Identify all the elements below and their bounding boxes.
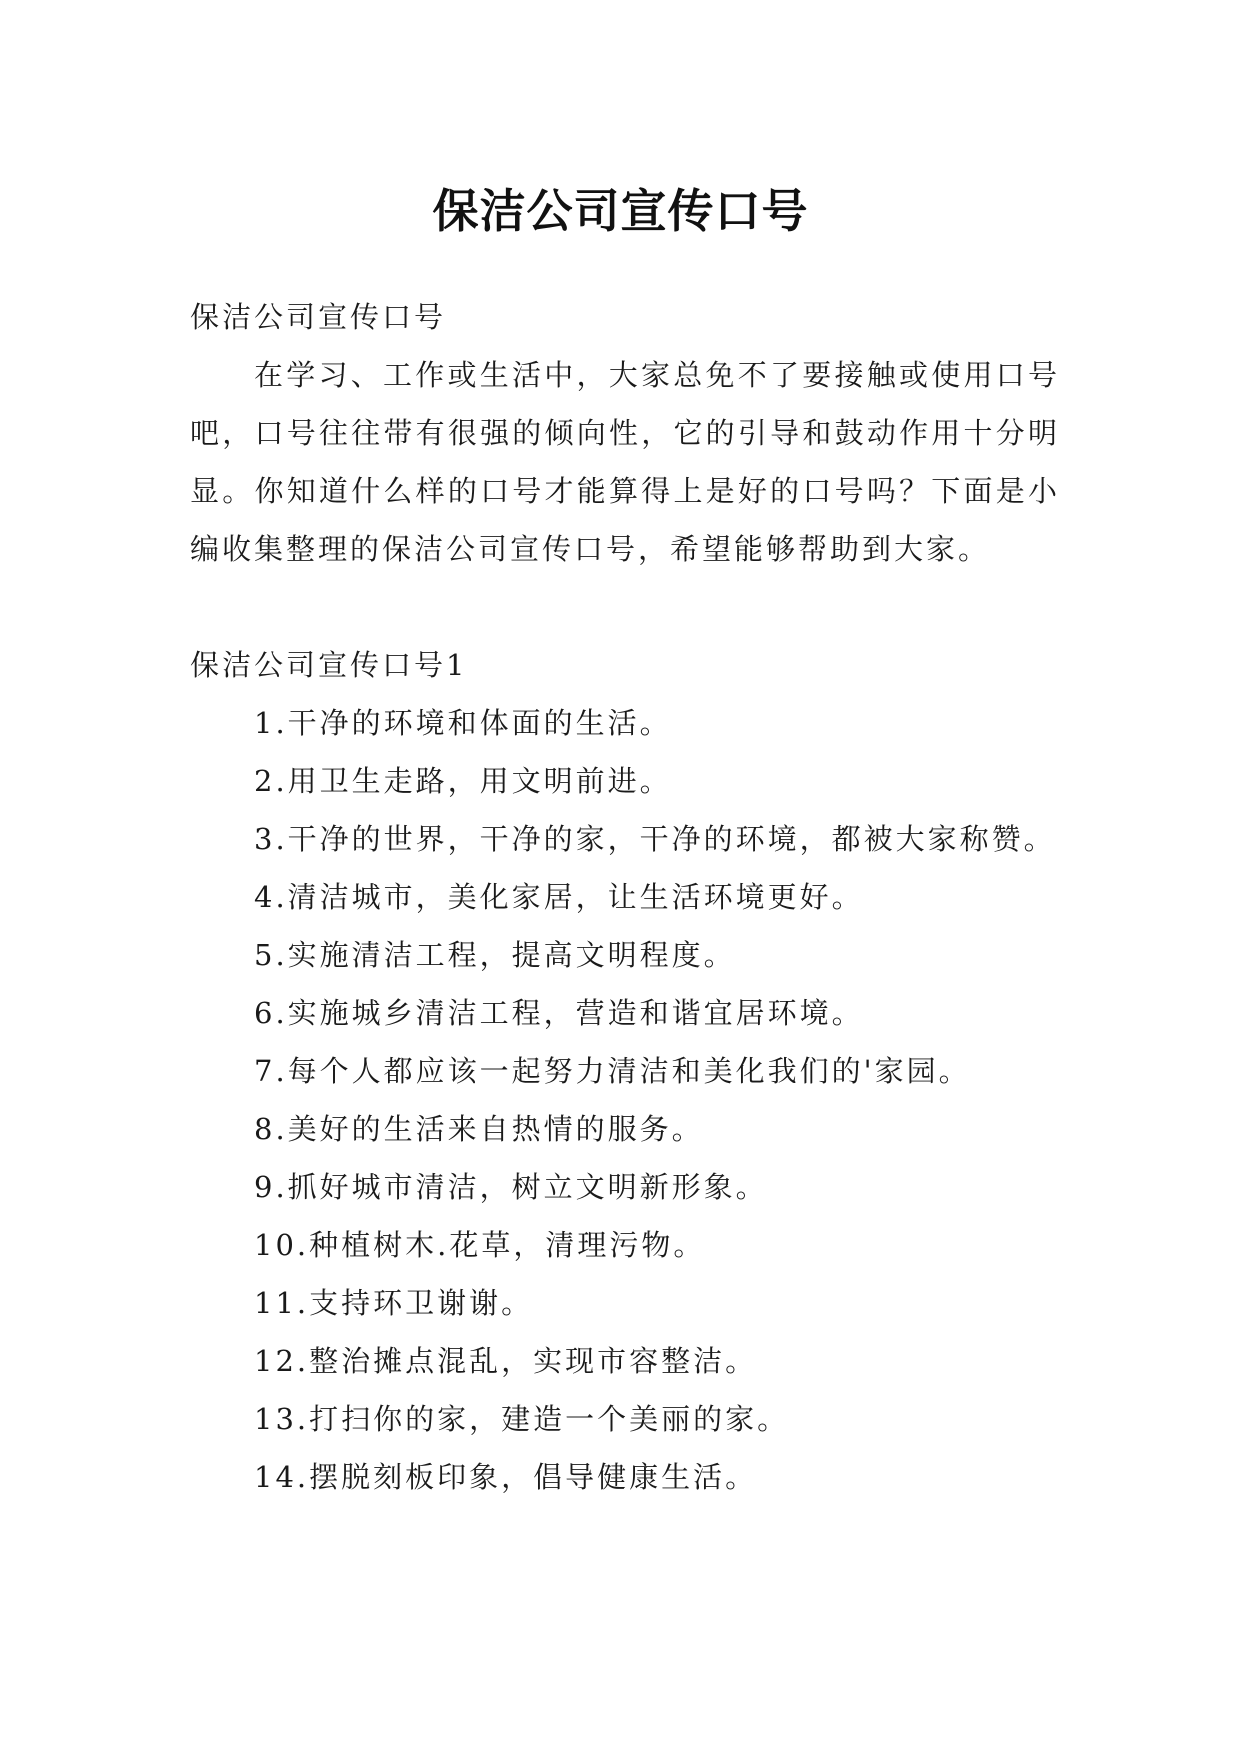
slogan-item: 11.支持环卫谢谢。: [254, 1286, 534, 1320]
slogan-item: 4.清洁城市，美化家居，让生活环境更好。: [254, 880, 864, 914]
slogan-item: 2.用卫生走路，用文明前进。: [254, 764, 672, 798]
document-title: 保洁公司宣传口号: [432, 183, 809, 238]
slogan-item: 12.整治摊点混乱，实现市容整洁。: [254, 1344, 758, 1378]
document-subtitle: 保洁公司宣传口号: [190, 300, 447, 334]
section-heading: 保洁公司宣传口号1: [190, 648, 468, 682]
document-body: [190, 288, 1060, 1506]
slogan-item: 9.抓好城市清洁，树立文明新形象。: [254, 1170, 768, 1204]
slogan-item: 3.干净的世界，干净的家，干净的环境，都被大家称赞。: [254, 822, 1056, 856]
slogan-item: 7.每个人都应该一起努力清洁和美化我们的'家园。: [254, 1054, 971, 1088]
slogan-item: 10.种植树木.花草，清理污物。: [254, 1228, 706, 1262]
slogan-item: 14.摆脱刻板印象，倡导健康生活。: [254, 1460, 758, 1494]
slogan-item: 13.打扫你的家，建造一个美丽的家。: [254, 1402, 790, 1436]
slogan-item: 8.美好的生活来自热情的服务。: [254, 1112, 704, 1146]
paragraph-spacer: [190, 578, 1060, 636]
intro-paragraph: 在学习、工作或生活中，大家总免不了要接触或使用口号吧，口号往往带有很强的倾向性，它的引导和鼓动作用十分明显。你知道什么样的口号才能算得上是好的口号吗？下面是小编收集整理的保洁公司宣传口号，希望能够帮助到大家。: [190, 358, 1060, 566]
slogan-item: 6.实施城乡清洁工程，营造和谐宜居环境。: [254, 996, 864, 1030]
slogan-item: 1.干净的环境和体面的生活。: [254, 706, 672, 740]
slogan-list: [190, 694, 1060, 1506]
slogan-item: 5.实施清洁工程，提高文明程度。: [254, 938, 736, 972]
